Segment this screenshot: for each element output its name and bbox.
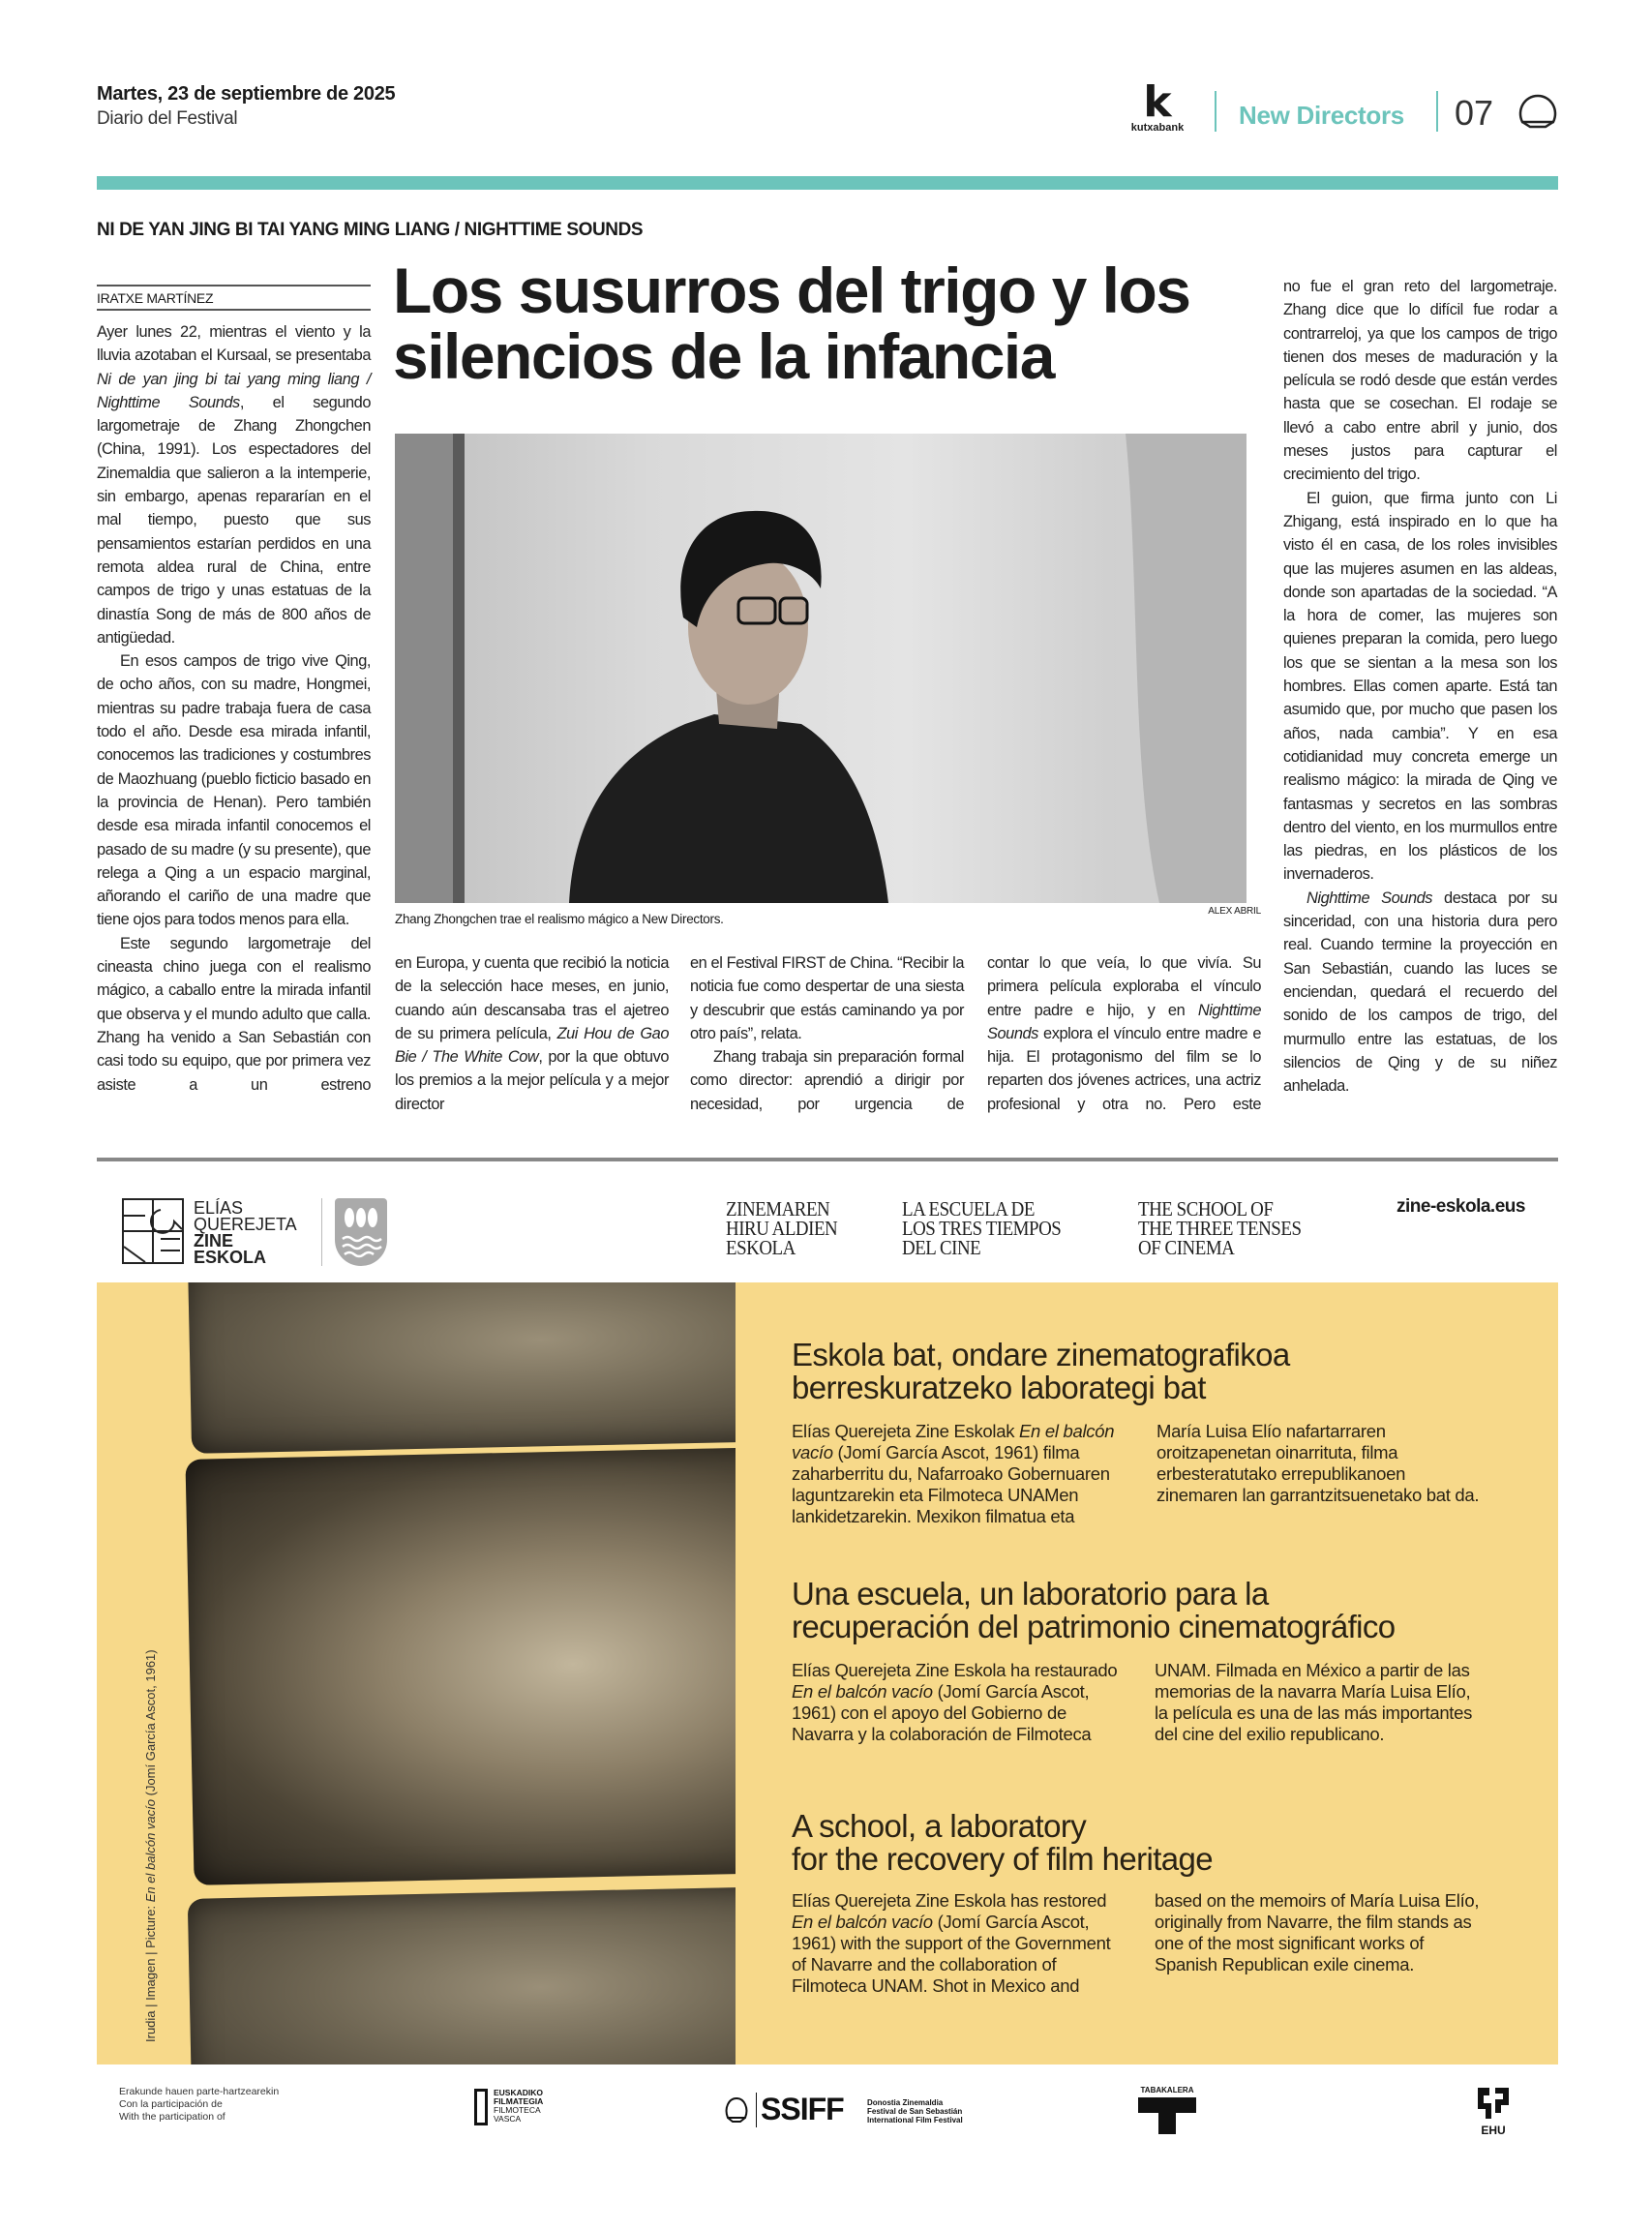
paragraph: [1283, 887, 1557, 1099]
text-run: no fue el gran reto del largometraje. Zhang dice que lo difícil fue rodar a contrarreloj, ya que los campos de trigo tienen dos meses de maduración y la película se rodó desde que están verdes hasta que se cosechan. El rodaje se llevó a cabo entre abril y junio, dos meses justos para capturar el crecimiento del trigo.: [1283, 278, 1557, 484]
heading-line: A school, a laboratory: [792, 1808, 1087, 1844]
text-run: en el Festival FIRST de China. “Recibir la noticia fue como despertar de una siesta y descubrir que estás caminando ya por otro país”, relata.: [690, 954, 964, 1042]
text-run: Elías Querejeta Zine Eskola ha restaurado: [792, 1660, 1118, 1680]
article-column-2: [395, 951, 669, 1116]
section-color-bar: [97, 176, 1558, 190]
ad-text-basque-1: [792, 1421, 1121, 1527]
italic-title: Nighttime Sounds: [987, 1001, 1261, 1042]
text-run: El guion, que firma junto con Li Zhigang, está inspirado en lo que ha visto él en casa, de los roles invisibles que las mujeres asumen en las aldeas, donde son apartadas de la sociedad. “A la hora de comer, las mujeres son quienes preparan la comida, pero luego los que se sientan a la mesa son los hombres. Ellas comen aparte. Está tan asumido que, por mucho que pasen los años, nada cambia”. Y en esa cotidianidad muy concreta emerge un realismo mágico: la mirada de Qing ve fantasmas y secretos en las sombras dentro del viento, en los murmullos entre las piedras, en los plásticos de los invernaderos.: [1283, 489, 1557, 884]
portrait-illustration: [395, 434, 1247, 903]
section-title: New Directors: [1239, 101, 1404, 130]
italic-title: En el balcón vacío: [792, 1912, 933, 1932]
tagline-line: ESKOLA: [726, 1236, 796, 1259]
tagline-line: OF CINEMA: [1138, 1236, 1235, 1259]
tagline-spanish: [902, 1199, 1061, 1257]
kutxabank-logo: [1126, 77, 1189, 134]
heading-line: Eskola bat, ondare zinematografikoa: [792, 1337, 1290, 1372]
text-run: Este segundo largometraje del cineasta chino juega con el realismo mágico, a caballo entre la mirada infantil que observa y el mundo adulto que calla. Zhang ha venido a San Sebastián con casi todo su equipo, que por primera vez asiste a un estreno: [97, 934, 371, 1094]
tagline-english: [1138, 1199, 1302, 1257]
text-run: explora el vínculo entre madre e hija. El protagonismo del film se lo reparten dos jóvenes actrices, una actriz profesional y otra no. Pero este: [987, 1024, 1261, 1113]
italic-title: En el balcón vacío: [792, 1421, 1115, 1462]
page-number: 07: [1455, 93, 1494, 133]
participation-line: Con la participación de: [119, 2098, 223, 2110]
tabakalera-logo: [1138, 2086, 1196, 2134]
tagline-line: LA ESCUELA DE: [902, 1197, 1035, 1220]
logo-line-3: ZINE: [194, 1231, 234, 1251]
tagline-basque: [726, 1199, 837, 1257]
paragraph: [690, 951, 964, 1045]
text-run: , por la que obtuvo los premios a la mejor película y a mejor director: [395, 1048, 669, 1113]
text-run: en Europa, y cuenta que recibió la noticia de la selección hace meses, en junio, cuando aún descansaba tras el ajetreo de su primera película,: [395, 954, 669, 1042]
text-run: María Luisa Elío nafartarraren oroitzapenetan oinarrituta, filma erbesteratutako errepublikanoen zinemaren lan garrantzitsuenetako bat da.: [1156, 1421, 1480, 1505]
italic-title: En el balcón vacío: [792, 1681, 933, 1702]
byline: IRATXE MARTÍNEZ: [97, 285, 371, 311]
ad-heading-basque: [792, 1339, 1290, 1404]
article-column-3: [690, 951, 964, 1116]
tagline-line: DEL CINE: [902, 1236, 981, 1259]
ehu-mark-icon: [1472, 2086, 1515, 2119]
navarra-shield-icon: [335, 1198, 387, 1266]
photo-credit: ALEX ABRIL: [1208, 906, 1261, 917]
filmategia-mark-icon: [474, 2089, 488, 2125]
divider: [321, 1198, 322, 1266]
paragraph: [1283, 487, 1557, 887]
article-column-5: [1283, 275, 1557, 1098]
shell-icon: [1517, 93, 1559, 135]
film-strip-image: [97, 1282, 736, 2064]
paragraph: [97, 649, 371, 932]
participation-line: Erakunde hauen parte-hartzearekin: [119, 2086, 280, 2097]
article-column-1: [97, 320, 371, 1097]
section-divider: [97, 1158, 1558, 1161]
divider: [1215, 91, 1216, 132]
text-run: Elías Querejeta Zine Eskola has restored: [792, 1890, 1107, 1911]
paragraph: [987, 951, 1261, 1116]
logo-text: FILMATEGIA: [494, 2096, 544, 2106]
logo-text: Donostia Zinemaldia: [867, 2098, 944, 2107]
text-run: Elías Querejeta Zine Eskolak: [792, 1421, 1019, 1441]
photo-caption: Zhang Zhongchen trae el realismo mágico a New Directors.: [395, 912, 724, 926]
film-frame: [188, 1282, 736, 1454]
italic-title: Nighttime Sounds: [1307, 889, 1433, 907]
article-kicker: NI DE YAN JING BI TAI YANG MING LIANG / NIGHTTIME SOUNDS: [97, 220, 644, 240]
ad-text-spanish-1: [792, 1660, 1121, 1745]
paragraph: [1283, 275, 1557, 487]
headline: Los susurros del trigo y los silencios de la infancia: [393, 255, 1190, 392]
text-run: based on the memoirs of María Luisa Elío, originally from Navarre, the film stands as one of the most significant works of Spanish Republican exile cinema.: [1155, 1890, 1480, 1974]
paragraph: [690, 1045, 964, 1116]
heading-line: Una escuela, un laboratorio para la: [792, 1576, 1269, 1612]
kutxabank-mark: k: [1143, 77, 1172, 127]
logo-text: VASCA: [494, 2114, 522, 2124]
film-frame: [185, 1446, 736, 1885]
logo-text: Festival de San Sebastián: [867, 2107, 963, 2116]
issue-date: Martes, 23 de septiembre de 2025: [97, 83, 396, 105]
paragraph: [97, 320, 371, 649]
logo-text: EHU: [1481, 2124, 1506, 2137]
ssiff-name: SSIFF: [761, 2092, 844, 2126]
text-run: contar lo que veía, lo que vivía. Su primera película exploraba el vínculo entre padre e hijo, y en: [987, 954, 1261, 1019]
ad-text-english-2: [1155, 1890, 1484, 1975]
text-run: Ayer lunes 22, mientras el viento y la lluvia azotaban el Kursaal, se presentaba: [97, 323, 371, 365]
logo-line-1: ELÍAS: [194, 1198, 244, 1218]
text-run: (Jomí García Ascot, 1961) filma zaharberritu du, Nafarroako Gobernuaren laguntzarekin eta Filmoteca UNAMen lankidetzarekin. Mexikon filmatua eta: [792, 1442, 1110, 1526]
logo-text: International Film Festival: [867, 2116, 963, 2125]
website-link[interactable]: zine-eskola.eus: [1397, 1196, 1525, 1217]
text-run: Zhang trabaja sin preparación formal como director: aprendió a dirigir por necesidad, por urgencia de: [690, 1048, 964, 1113]
logo-text: FILMOTECA: [494, 2105, 541, 2115]
article-photo: [395, 434, 1247, 903]
shell-icon: [724, 2096, 749, 2124]
text-run: , el segundo largometraje de Zhang Zhongchen (China, 1991). Los espectadores del Zinemaldia que salieron a la intemperie, sin embargo, apenas repararían en el mal tiempo, puesto que sus pensamientos estarían perdidos en una remota aldea rural de China, entre campos de trigo y unas estatuas de la dinastía Song de más de 800 años de antigüedad.: [97, 393, 371, 647]
participation-note: [119, 2086, 279, 2124]
caption-prefix: Irudia | Imagen | Picture:: [143, 1902, 158, 2042]
logo-text: EUSKADIKO: [494, 2088, 544, 2097]
ad-text-spanish-2: [1155, 1660, 1484, 1745]
text-run: (Jomí García Ascot, 1961) con el apoyo del Gobierno de Navarra y la colaboración de Filmoteca: [792, 1681, 1092, 1744]
heading-line: recuperación del patrimonio cinematográfico: [792, 1609, 1396, 1644]
publication-name: Diario del Festival: [97, 108, 238, 129]
caption-film-title: En el balcón vacío: [143, 1799, 158, 1903]
italic-title: Zui Hou de Gao Bie / The White Cow: [395, 1024, 669, 1067]
tagline-line: HIRU ALDIEN: [726, 1217, 838, 1240]
tagline-line: ZINEMAREN: [726, 1197, 830, 1220]
tagline-line: THE SCHOOL OF: [1138, 1197, 1274, 1220]
logo-line-2: QUEREJETA: [194, 1215, 297, 1234]
tagline-line: THE THREE TENSES: [1138, 1217, 1302, 1240]
caption-suffix: (Jomí García Ascot, 1961): [143, 1649, 158, 1799]
logo-grid-icon: [122, 1198, 184, 1264]
paragraph: [97, 932, 371, 1097]
ad-heading-spanish: [792, 1578, 1396, 1643]
heading-line: for the recovery of film heritage: [792, 1841, 1214, 1877]
text-run: En esos campos de trigo vive Qing, de ocho años, con su madre, Hongmei, mientras su padre trabaja fuera de casa todo el año. Desde esa mirada infantil, conocemos las tradiciones y costumbres de Maozhuang (pueblo ficticio basado en la provincia de Henan). Pero también desde esa mirada infantil conocemos el pasado de su madre (y su presente), que relega a Qing a un espacio marginal, añorando el cariño de una madre que tiene ojos para todos menos para ella.: [97, 652, 371, 929]
divider: [1436, 91, 1438, 132]
article-column-4: [987, 951, 1261, 1116]
logo-text: TABAKALERA: [1140, 2086, 1194, 2094]
ehu-logo: [1471, 2086, 1516, 2137]
text-run: (Jomí García Ascot, 1961) with the support of the Government of Navarre and the collaboration of Filmoteca UNAM. Shot in Mexico and: [792, 1912, 1111, 1996]
image-caption: [143, 1649, 158, 2042]
kutxabank-name: kutxabank: [1130, 122, 1185, 134]
logo-line-4: ESKOLA: [194, 1248, 267, 1267]
ad-text-basque-2: [1156, 1421, 1486, 1506]
italic-title: Ni de yan jing bi tai yang ming liang / Nighttime Sounds: [97, 370, 371, 411]
paragraph: [395, 951, 669, 1116]
text-run: UNAM. Filmada en México a partir de las memorias de la navarra María Luisa Elío, la película es una de las más importantes del cine del exilio republicano.: [1155, 1660, 1473, 1744]
participation-line: With the participation of: [119, 2111, 225, 2123]
heading-line: berreskuratzeko laborategi bat: [792, 1370, 1206, 1405]
film-frame: [188, 1885, 736, 2064]
ad-text-english-1: [792, 1890, 1121, 1997]
text-run: destaca por su sinceridad, con una historia dura pero real. Cuando termine la proyección en San Sebastián, cuando las luces se enciendan, quedará el recuerdo del sonido de los campos de trigo, del murmullo entre las estatuas, de los silencios de Qing y de su niñez anhelada.: [1283, 889, 1557, 1096]
ad-heading-english: [792, 1810, 1213, 1876]
tagline-line: LOS TRES TIEMPOS: [902, 1217, 1062, 1240]
